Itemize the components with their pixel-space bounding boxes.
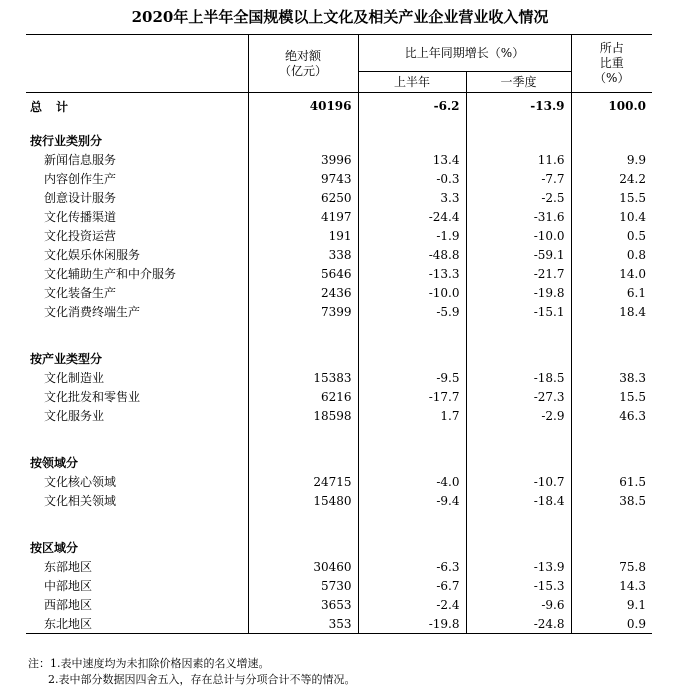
row-name: 文化批发和零售业 [44,390,141,404]
group-label: 按行业类别分 [30,134,103,148]
empty-cell [466,453,571,472]
row-name: 西部地区 [44,598,93,612]
spacer-cell [466,425,571,453]
table-row [26,614,652,634]
empty-cell [248,453,358,472]
first-half-growth: -1.9 [358,226,466,245]
share-value: 10.4 [571,207,652,226]
table-row [26,264,652,283]
empty-cell [248,131,358,150]
empty-cell [466,131,571,150]
absolute-value: 3653 [248,595,358,614]
spacer-cell [248,425,358,453]
absolute-value: 6216 [248,387,358,406]
group-row [26,538,652,557]
table-row [26,207,652,226]
absolute-value: 191 [248,226,358,245]
first-quarter-growth: -13.9 [466,93,571,120]
table-row [26,188,652,207]
first-quarter-growth: -15.3 [466,576,571,595]
table-row [26,226,652,245]
share-value: 14.3 [571,576,652,595]
absolute-value: 4197 [248,207,358,226]
empty-cell [358,349,466,368]
empty-cell [571,131,652,150]
first-quarter-growth: -2.5 [466,188,571,207]
empty-cell [358,453,466,472]
table-row [26,368,652,387]
first-half-growth: -0.3 [358,169,466,188]
first-quarter-growth: -31.6 [466,207,571,226]
note-1: 注：1.表中速度均为未扣除价格因素的名义增速。 [28,657,270,670]
absolute-value: 15383 [248,368,358,387]
first-half-growth: -4.0 [358,472,466,491]
share-value: 6.1 [571,283,652,302]
first-quarter-growth: -24.8 [466,614,571,634]
table-row [26,472,652,491]
share-value: 18.4 [571,302,652,321]
first-quarter-growth: -7.7 [466,169,571,188]
table-row [26,595,652,614]
row-name: 创意设计服务 [44,191,117,205]
first-quarter-growth: -2.9 [466,406,571,425]
first-half-growth: -19.8 [358,614,466,634]
first-half-growth: 13.4 [358,150,466,169]
row-name: 文化消费终端生产 [44,305,141,319]
first-quarter-growth: -18.5 [466,368,571,387]
first-half-growth: -9.5 [358,368,466,387]
first-quarter-growth: -10.7 [466,472,571,491]
group-row [26,349,652,368]
absolute-value: 30460 [248,557,358,576]
absolute-value: 353 [248,614,358,634]
absolute-value: 18598 [248,406,358,425]
first-quarter-growth: -10.0 [466,226,571,245]
spacer-cell [571,321,652,349]
table-row [26,387,652,406]
header-share-line1: 所占 [599,41,624,55]
spacer-cell [248,321,358,349]
header-share-unit: （%） [594,71,630,85]
header-blank [26,35,248,93]
spacer-cell [466,321,571,349]
share-value: 46.3 [571,406,652,425]
table-row [26,150,652,169]
spacer-cell [466,510,571,538]
spacer-cell [26,425,248,453]
first-half-growth: 1.7 [358,406,466,425]
row-name: 文化相关领域 [44,494,117,508]
first-quarter-growth: -18.4 [466,491,571,510]
share-value: 0.8 [571,245,652,264]
absolute-value: 2436 [248,283,358,302]
spacer-cell [358,321,466,349]
empty-cell [466,349,571,368]
group-label: 按领域分 [30,456,79,470]
spacer-cell [571,510,652,538]
spacer-row [26,321,652,349]
spacer-cell [26,510,248,538]
absolute-value: 40196 [248,93,358,120]
note-2: 2.表中部分数据因四舍五入，存在总计与分项合计不等的情况。 [48,673,356,686]
row-name: 中部地区 [44,579,93,593]
row-name: 总计 [30,99,83,114]
table-row [26,283,652,302]
empty-cell [466,538,571,557]
header-share-line2: 比重 [599,56,624,70]
first-half-growth: -9.4 [358,491,466,510]
spacer-row [26,510,652,538]
share-value: 38.5 [571,491,652,510]
first-half-growth: 3.3 [358,188,466,207]
empty-cell [358,131,466,150]
spacer-cell [26,119,248,131]
spacer-cell [358,425,466,453]
first-quarter-growth: -15.1 [466,302,571,321]
header-first-quarter: 一季度 [466,72,571,93]
empty-cell [571,453,652,472]
header-absolute-unit: （亿元） [278,63,327,78]
row-name: 文化装备生产 [44,286,117,300]
group-row [26,453,652,472]
group-label: 按区域分 [30,541,79,555]
spacer-cell [358,119,466,131]
revenue-table [26,34,652,634]
absolute-value: 6250 [248,188,358,207]
share-value: 9.1 [571,595,652,614]
table-row [26,245,652,264]
absolute-value: 7399 [248,302,358,321]
first-quarter-growth: -59.1 [466,245,571,264]
empty-cell [248,538,358,557]
header-first-half: 上半年 [358,72,466,93]
share-value: 15.5 [571,188,652,207]
table-title: 2020年上半年全国规模以上文化及相关产业企业营业收入情况 [131,8,549,26]
first-quarter-growth: -13.9 [466,557,571,576]
share-value: 100.0 [571,93,652,120]
first-quarter-growth: -9.6 [466,595,571,614]
spacer-cell [358,510,466,538]
share-value: 14.0 [571,264,652,283]
total-row [26,93,652,120]
table-notes [28,656,356,688]
first-half-growth: -17.7 [358,387,466,406]
first-half-growth: -6.7 [358,576,466,595]
row-name: 文化核心领域 [44,475,117,489]
first-half-growth: -6.2 [358,93,466,120]
first-quarter-growth: -19.8 [466,283,571,302]
table-row [26,406,652,425]
spacer-cell [466,119,571,131]
table-row [26,557,652,576]
spacer-cell [26,321,248,349]
spacer-cell [571,425,652,453]
share-value: 38.3 [571,368,652,387]
share-value: 24.2 [571,169,652,188]
absolute-value: 24715 [248,472,358,491]
share-value: 75.8 [571,557,652,576]
first-quarter-growth: -21.7 [466,264,571,283]
share-value: 9.9 [571,150,652,169]
first-quarter-growth: -27.3 [466,387,571,406]
absolute-value: 338 [248,245,358,264]
group-label: 按产业类型分 [30,352,103,366]
first-half-growth: -6.3 [358,557,466,576]
spacer-cell [248,119,358,131]
first-half-growth: -2.4 [358,595,466,614]
header-growth: 比上年同期增长（%） [358,35,571,72]
row-name: 文化辅助生产和中介服务 [44,267,177,281]
absolute-value: 5646 [248,264,358,283]
absolute-value: 9743 [248,169,358,188]
table-row [26,169,652,188]
header-share [571,35,652,93]
first-half-growth: -48.8 [358,245,466,264]
row-name: 文化制造业 [44,371,105,385]
spacer-row [26,425,652,453]
row-name: 文化投资运营 [44,229,117,243]
row-name: 新闻信息服务 [44,153,117,167]
empty-cell [571,538,652,557]
row-name: 内容创作生产 [44,172,117,186]
row-name: 文化传播渠道 [44,210,117,224]
group-row [26,131,652,150]
spacer-cell [571,119,652,131]
row-name: 文化娱乐休闲服务 [44,248,141,262]
share-value: 61.5 [571,472,652,491]
share-value: 0.9 [571,614,652,634]
absolute-value: 5730 [248,576,358,595]
absolute-value: 3996 [248,150,358,169]
table-row [26,576,652,595]
first-quarter-growth: 11.6 [466,150,571,169]
row-name: 东部地区 [44,560,93,574]
spacer-row [26,119,652,131]
row-name: 文化服务业 [44,409,105,423]
spacer-cell [248,510,358,538]
table-row [26,302,652,321]
table-body [26,93,652,634]
first-half-growth: -10.0 [358,283,466,302]
first-half-growth: -13.3 [358,264,466,283]
first-half-growth: -24.4 [358,207,466,226]
first-half-growth: -5.9 [358,302,466,321]
empty-cell [248,349,358,368]
empty-cell [358,538,466,557]
share-value: 0.5 [571,226,652,245]
header-absolute-label: 绝对额 [284,48,321,63]
empty-cell [571,349,652,368]
row-name: 东北地区 [26,614,248,634]
table-row [26,491,652,510]
share-value: 15.5 [571,387,652,406]
header-absolute [248,35,358,93]
absolute-value: 15480 [248,491,358,510]
